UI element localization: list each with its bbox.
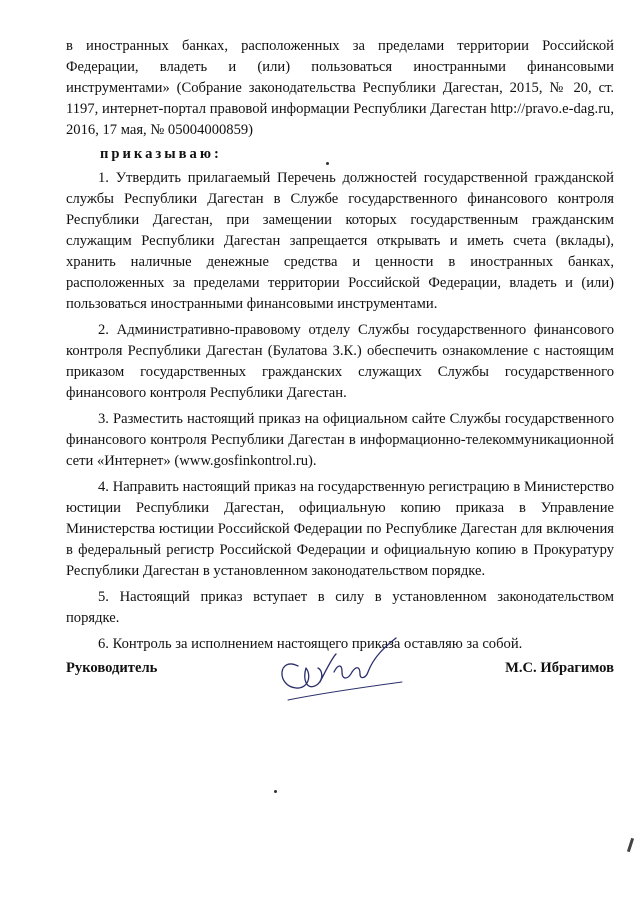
decree-word: приказываю: bbox=[100, 146, 222, 162]
intro-paragraph: в иностранных банках, расположенных за пределами территории Российской Федерации, владеть и (или) пользоваться иностранными финансовыми инструментами» (Собрание законодательства Республики Дагестан, 2015, № 20, ст. 1197, интернет-портал правовой информации Республики Дагестан http://pravo.e-dag.ru, 2016, 17 мая, № 05004000859) bbox=[66, 38, 614, 138]
decree-items bbox=[66, 168, 614, 660]
scan-speck bbox=[326, 162, 329, 165]
decree-item-3: 3. Разместить настоящий приказ на официальном сайте Службы государственного финансового контроля Республики Дагестан в информационно-телекоммуникационной сети «Интернет» (www.gosfinkontrol.ru). bbox=[66, 411, 614, 469]
decree-item-1: 1. Утвердить прилагаемый Перечень должностей государственной гражданской службы Республики Дагестан в Службе государственного финансового контроля Республики Дагестан, при замещении которых государственным гражданским служащим Республики Дагестан запрещается открывать и иметь счета (вклады), хранить наличные денежные средства и ценности в иностранных банках, расположенных за пределами территории Российской Федерации, владеть и (или) пользоваться иностранными финансовыми инструментами. bbox=[66, 170, 614, 312]
decree-item-4: 4. Направить настоящий приказ на государственную регистрацию в Министерство юстиции Республики Дагестан, официальную копию приказа в Управление Министерства юстиции Российской Федерации по Республике Дагестан для включения в федеральный регистр Российской Федерации и официальную копию в Прокуратуру Республики Дагестан в установленном законодательством порядке. bbox=[66, 479, 614, 579]
signatory-name: М.С. Ибрагимов bbox=[505, 660, 614, 676]
decree-item-5: 5. Настоящий приказ вступает в силу в установленном законодательством порядке. bbox=[66, 589, 614, 626]
handwritten-signature bbox=[268, 626, 408, 706]
signatory-position: Руководитель bbox=[66, 660, 158, 676]
scan-edge-mark bbox=[627, 838, 634, 852]
decree-item-2: 2. Административно-правовому отделу Службы государственного финансового контроля Республики Дагестан (Булатова З.К.) обеспечить ознакомление с настоящим приказом государственных гражданских служащих Службы государственного финансового контроля Республики Дагестан. bbox=[66, 322, 614, 401]
scan-speck bbox=[274, 790, 277, 793]
decree-item-6: 6. Контроль за исполнением настоящего приказа оставляю за собой. bbox=[98, 636, 523, 652]
